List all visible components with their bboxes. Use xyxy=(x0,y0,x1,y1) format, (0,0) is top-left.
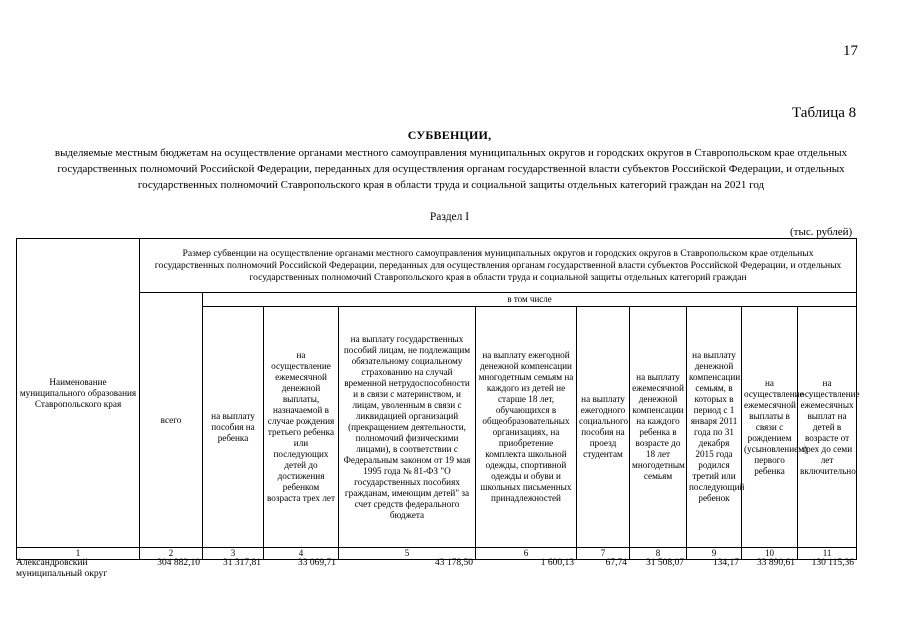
column-number: 10 xyxy=(742,548,798,560)
column-number: 11 xyxy=(798,548,857,560)
col-header-9: на выплату денежной компенсации семьям, в которых в период с 1 января 2011 года по 31 декабря 2015 года родился третий или последующий ребенок xyxy=(687,307,742,548)
cell-total: 304 882,10 xyxy=(157,558,200,568)
cell-value: 134,17 xyxy=(712,558,739,568)
col-header-11: на осуществление ежемесячных выплат на детей в возрасте от трех до семи лет включительно xyxy=(798,307,857,548)
col-name-header: Наименование муниципального образования Ставропольского края xyxy=(17,239,140,548)
subsidy-table-header xyxy=(16,238,860,560)
column-number: 5 xyxy=(339,548,476,560)
col-header-10: на осуществление ежемесячной выплаты в связи с рождением (усыновлением) первого ребенка xyxy=(742,307,798,548)
col-header-3: на выплату пособия на ребенка xyxy=(203,307,264,548)
units-label: (тыс. рублей) xyxy=(790,226,853,238)
column-number: 9 xyxy=(687,548,742,560)
col-header-8: на выплату ежемесячной денежной компенсации на каждого ребенка в возрасте до 18 лет многодетным семьям xyxy=(630,307,687,548)
section-heading: Раздел I xyxy=(429,211,470,223)
cell-value: 33 890,61 xyxy=(757,558,795,568)
cell-value: 1 600,13 xyxy=(540,558,574,568)
page-number: 17 xyxy=(843,43,858,59)
cell-value: 43 178,50 xyxy=(435,558,473,568)
col-header-7: на выплату ежегодного социального пособия на проезд студентам xyxy=(577,307,630,548)
table-label: Таблица 8 xyxy=(792,105,857,121)
col-header-6: на выплату ежегодной денежной компенсации многодетным семьям на каждого из детей не старше 18 лет, обучающихся в общеобразовательных организациях, на приобретение комплекта школьной одежды, спортивной одежды и обуви и школьных письменных принадлежностей xyxy=(476,307,577,548)
document-subtitle: выделяемые местным бюджетам на осуществление органами местного самоуправления муниципальных округов и городских округов в Ставропольском крае отдельных государственных полномочий Российской Федерации, переданных для осуществления органам государственной власти субъектов Российской Федерации, и отдельных государственных полномочий Ставропольского края в области труда и социальной защиты отдельных категорий граждан на 2021 год xyxy=(54,147,848,191)
row-name: Александровский муниципальный округ xyxy=(16,558,108,579)
table-row xyxy=(16,558,856,580)
column-number: 6 xyxy=(476,548,577,560)
cell-value: 31 317,81 xyxy=(223,558,261,568)
col-header-4: на осуществление ежемесячной денежной выплаты, назначаемой в случае рождения третьего ребенка или последующих детей до достижения ребенком возраста трех лет xyxy=(264,307,339,548)
cell-value: 31 508,07 xyxy=(646,558,684,568)
cell-value: 130 115,36 xyxy=(811,558,854,568)
column-number: 3 xyxy=(203,548,264,560)
document-title: СУБВЕНЦИИ, xyxy=(407,128,492,142)
column-number: 1 xyxy=(17,548,140,560)
column-number: 8 xyxy=(630,548,687,560)
top-header: Размер субвенции на осуществление органами местного самоуправления муниципальных округов и городских округов в Ставропольском крае отдельных государственных полномочий Российской Федерации, переданных для осуществления органам государственной власти субъектов Российской Федерации, и отдельных государственных полномочий Ставропольского края в области труда и социальной защиты отдельных категорий граждан xyxy=(140,239,857,293)
cell-value: 67,74 xyxy=(605,558,627,568)
column-number: 7 xyxy=(577,548,630,560)
col-total-header: всего xyxy=(140,293,203,548)
column-number: 4 xyxy=(264,548,339,560)
col-header-5: на выплату государственных пособий лицам, не подлежащим обязательному социальному страхованию на случай временной нетрудоспособности и в связи с материнством, и лицам, уволенным в связи с ликвидацией организаций (прекращением деятельности, полномочий физическими лицами), в соответствии с Федеральным законом от 19 мая 1995 года № 81-ФЗ "О государственных пособиях гражданам, имеющим детей" за счет средств федерального бюджета xyxy=(339,307,476,548)
including-header: в том числе xyxy=(203,293,857,307)
cell-value: 33 069,71 xyxy=(298,558,336,568)
subsidy-table-body xyxy=(16,558,856,580)
column-number: 2 xyxy=(140,548,203,560)
